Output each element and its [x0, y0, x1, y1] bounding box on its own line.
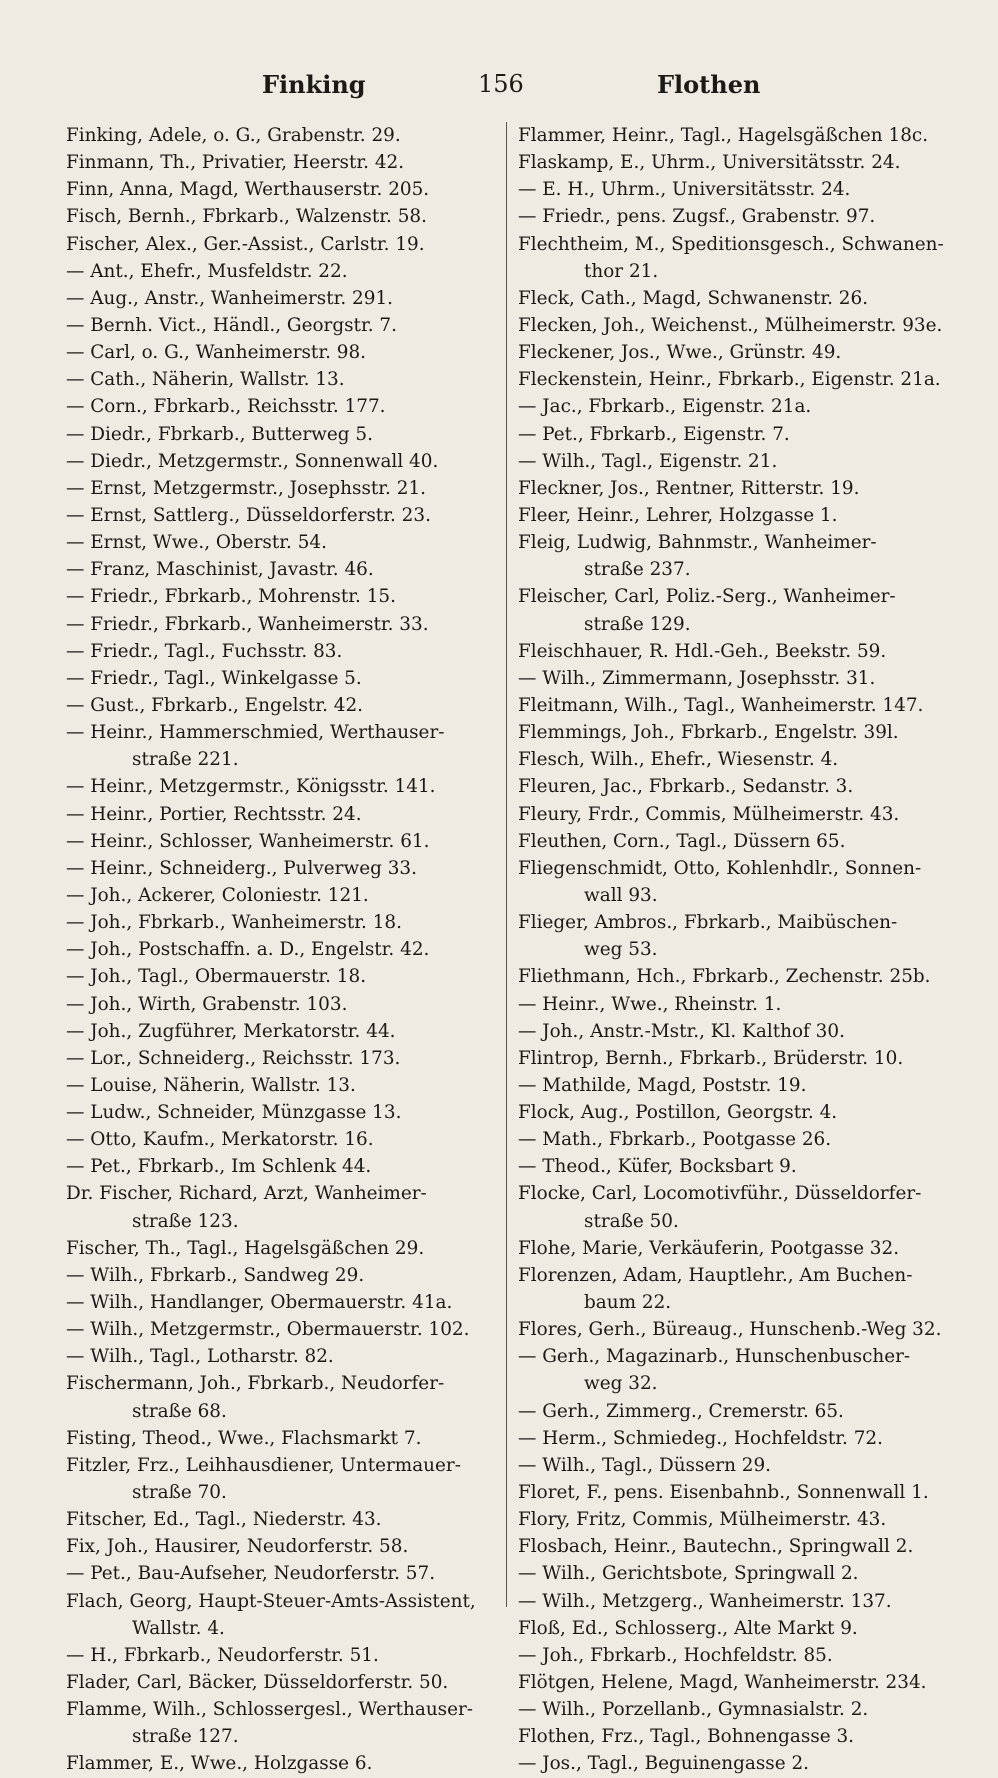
directory-entry: straße 221.	[132, 749, 239, 771]
directory-entry: — Joh., Fbrkarb., Wanheimerstr. 18.	[66, 912, 402, 934]
directory-entry: Fleitmann, Wilh., Tagl., Wanheimerstr. 147.	[518, 694, 924, 716]
directory-entry: — E. H., Uhrm., Universitätsstr. 24.	[518, 179, 851, 201]
directory-entry: weg 53.	[584, 939, 658, 961]
directory-entry: Floret, F., pens. Eisenbahnb., Sonnenwall 1.	[518, 1482, 929, 1504]
directory-entry: Fleig, Ludwig, Bahnmstr., Wanheimer-	[518, 532, 877, 554]
directory-entry: — Friedr., Fbrkarb., Wanheimerstr. 33.	[66, 613, 429, 635]
directory-entry: Fleckenstein, Heinr., Fbrkarb., Eigenstr. 21a.	[518, 369, 941, 391]
directory-entry: — Wilh., Metzgerg., Wanheimerstr. 137.	[518, 1590, 892, 1612]
directory-entry: — Heinr., Hammerschmied, Werthauser-	[66, 722, 445, 744]
directory-entry: Finn, Anna, Magd, Werthauserstr. 205.	[66, 179, 430, 201]
directory-entry: — Diedr., Fbrkarb., Butterweg 5.	[66, 423, 373, 445]
directory-entry: Fischer, Th., Tagl., Hagelsgäßchen 29.	[66, 1237, 425, 1259]
header-last-name: Flothen	[657, 70, 761, 99]
directory-entry: — Wilh., Metzgermstr., Obermauerstr. 102.	[66, 1319, 470, 1341]
directory-entry: Wallstr. 4.	[132, 1617, 225, 1639]
directory-entry: Flintrop, Bernh., Fbrkarb., Brüderstr. 10.	[518, 1047, 904, 1069]
directory-entry: weg 32.	[584, 1373, 658, 1395]
directory-entry: — Joh., Anstr.-Mstr., Kl. Kalthof 30.	[518, 1020, 845, 1042]
directory-entry: Floß, Ed., Schlosserg., Alte Markt 9.	[518, 1617, 858, 1639]
directory-entry: Flores, Gerh., Büreaug., Hunschenb.-Weg 32.	[518, 1319, 942, 1341]
directory-entry: Fleuthen, Corn., Tagl., Düssern 65.	[518, 830, 846, 852]
directory-entry: — Carl, o. G., Wanheimerstr. 98.	[66, 342, 367, 364]
directory-entry: — Bernh. Vict., Händl., Georgstr. 7.	[66, 314, 397, 336]
directory-entry: — Friedr., Fbrkarb., Mohrenstr. 15.	[66, 586, 396, 608]
directory-entry: — Jac., Fbrkarb., Eigenstr. 21a.	[518, 396, 812, 418]
directory-entry: — Friedr., pens. Zugsf., Grabenstr. 97.	[518, 206, 876, 228]
directory-entry: Flammer, Heinr., Tagl., Hagelsgäßchen 18c.	[518, 125, 929, 146]
directory-entry: Fleury, Frdr., Commis, Mülheimerstr. 43.	[518, 803, 900, 825]
directory-entry: Fitscher, Ed., Tagl., Niederstr. 43.	[66, 1509, 382, 1531]
directory-entry: Fleck, Cath., Magd, Schwanenstr. 26.	[518, 287, 869, 309]
page-number: 156	[478, 70, 524, 98]
directory-entry: — Heinr., Metzgermstr., Königsstr. 141.	[66, 776, 436, 798]
directory-entry: Finking, Adele, o. G., Grabenstr. 29.	[66, 125, 401, 146]
directory-entry: — H., Fbrkarb., Neudorferstr. 51.	[66, 1644, 379, 1666]
directory-entry: baum 22.	[584, 1292, 672, 1314]
directory-entry: Fleuren, Jac., Fbrkarb., Sedanstr. 3.	[518, 776, 854, 798]
directory-entry: — Heinr., Wwe., Rheinstr. 1.	[518, 993, 782, 1015]
directory-entry: Flach, Georg, Haupt-Steuer-Amts-Assistent,	[66, 1590, 476, 1612]
directory-entry: — Gust., Fbrkarb., Engelstr. 42.	[66, 694, 364, 716]
directory-entry: — Franz, Maschinist, Javastr. 46.	[66, 559, 374, 581]
directory-entry: — Wilh., Fbrkarb., Sandweg 29.	[66, 1264, 365, 1286]
directory-entry: — Wilh., Tagl., Düssern 29.	[518, 1454, 772, 1476]
column-divider	[506, 122, 507, 1607]
directory-entry: — Herm., Schmiedeg., Hochfeldstr. 72.	[518, 1427, 883, 1449]
directory-entry: straße 129.	[584, 613, 691, 635]
directory-entry: — Louise, Näherin, Wallstr. 13.	[66, 1074, 356, 1096]
directory-entry: Fleischer, Carl, Poliz.-Serg., Wanheimer-	[518, 586, 896, 608]
directory-entry: Flieger, Ambros., Fbrkarb., Maibüschen-	[518, 912, 898, 934]
directory-entry: — Diedr., Metzgermstr., Sonnenwall 40.	[66, 450, 439, 472]
directory-entry: — Pet., Fbrkarb., Eigenstr. 7.	[518, 423, 790, 445]
directory-entry: Flocke, Carl, Locomotivführ., Düsseldorfer-	[518, 1183, 922, 1205]
directory-entry: — Friedr., Tagl., Winkelgasse 5.	[66, 667, 362, 689]
directory-entry: Fleer, Heinr., Lehrer, Holzgasse 1.	[518, 504, 838, 526]
directory-entry: — Heinr., Schlosser, Wanheimerstr. 61.	[66, 830, 430, 852]
directory-entry: — Wilh., Porzellanb., Gymnasialstr. 2.	[518, 1699, 869, 1721]
directory-entry: Florenzen, Adam, Hauptlehr., Am Buchen-	[518, 1264, 913, 1286]
directory-entry: — Ernst, Metzgermstr., Josephsstr. 21.	[66, 477, 426, 499]
directory-entry: Dr. Fischer, Richard, Arzt, Wanheimer-	[66, 1183, 427, 1205]
directory-entry: Flötgen, Helene, Magd, Wanheimerstr. 234.	[518, 1672, 927, 1694]
directory-entry: Flohe, Marie, Verkäuferin, Pootgasse 32.	[518, 1237, 900, 1259]
directory-entry: — Gerh., Magazinarb., Hunschenbuscher-	[518, 1346, 911, 1368]
directory-entry: — Wilh., Tagl., Eigenstr. 21.	[518, 450, 778, 472]
directory-entry: Flory, Fritz, Commis, Mülheimerstr. 43.	[518, 1509, 887, 1531]
directory-entry: — Ernst, Sattlerg., Düsseldorferstr. 23.	[66, 504, 431, 526]
directory-entry: Flock, Aug., Postillon, Georgstr. 4.	[518, 1102, 838, 1124]
directory-entry: straße 50.	[584, 1210, 679, 1232]
directory-entry: — Ant., Ehefr., Musfeldstr. 22.	[66, 260, 348, 282]
directory-entry: straße 70.	[132, 1482, 227, 1504]
directory-entry: — Friedr., Tagl., Fuchsstr. 83.	[66, 640, 343, 662]
page-header	[0, 70, 998, 110]
directory-entry: Flesch, Wilh., Ehefr., Wiesenstr. 4.	[518, 749, 839, 771]
directory-entry: Fliegenschmidt, Otto, Kohlenhdlr., Sonnen-	[518, 857, 922, 879]
directory-entry: — Ernst, Wwe., Oberstr. 54.	[66, 532, 327, 554]
directory-entry: — Joh., Postschaffn. a. D., Engelstr. 42.	[66, 939, 430, 961]
directory-entry: Flechtheim, M., Speditionsgesch., Schwanen-	[518, 233, 944, 255]
header-first-name: Finking	[262, 70, 366, 99]
directory-entry: Fitzler, Frz., Leihhausdiener, Untermauer-	[66, 1454, 461, 1476]
directory-entry: Fischer, Alex., Ger.-Assist., Carlstr. 19.	[66, 233, 425, 255]
directory-entry: Flamme, Wilh., Schlossergesl., Werthauser-	[66, 1699, 473, 1721]
directory-entry: — Joh., Ackerer, Coloniestr. 121.	[66, 884, 369, 906]
directory-entry: — Heinr., Schneiderg., Pulverweg 33.	[66, 857, 417, 879]
directory-entry: — Wilh., Tagl., Lotharstr. 82.	[66, 1346, 334, 1368]
directory-entry: — Pet., Bau-Aufseher, Neudorferstr. 57.	[66, 1563, 436, 1585]
directory-entry: Flaskamp, E., Uhrm., Universitätsstr. 24.	[518, 152, 901, 174]
directory-entry: — Wilh., Gerichtsbote, Springwall 2.	[518, 1563, 859, 1585]
directory-entry: Flosbach, Heinr., Bautechn., Springwall 2.	[518, 1536, 914, 1558]
directory-entry: — Heinr., Portier, Rechtsstr. 24.	[66, 803, 362, 825]
directory-entry: Fix, Joh., Hausirer, Neudorferstr. 58.	[66, 1536, 409, 1558]
directory-entry: Fisch, Bernh., Fbrkarb., Walzenstr. 58.	[66, 206, 427, 228]
directory-entry: straße 68.	[132, 1400, 227, 1422]
directory-entry: — Ludw., Schneider, Münzgasse 13.	[66, 1102, 402, 1124]
directory-entry: — Mathilde, Magd, Poststr. 19.	[518, 1074, 807, 1096]
directory-entry: — Lor., Schneiderg., Reichsstr. 173.	[66, 1047, 401, 1069]
directory-entry: — Theod., Küfer, Bocksbart 9.	[518, 1156, 797, 1178]
directory-entry: straße 127.	[132, 1726, 239, 1748]
directory-entry: — Wilh., Handlanger, Obermauerstr. 41a.	[66, 1292, 453, 1314]
directory-entry: — Gerh., Zimmerg., Cremerstr. 65.	[518, 1400, 844, 1422]
directory-entry: Fliethmann, Hch., Fbrkarb., Zechenstr. 25b.	[518, 966, 931, 988]
right-column	[518, 122, 948, 1778]
directory-entry: Fleischhauer, R. Hdl.-Geh., Beekstr. 59.	[518, 640, 887, 662]
directory-entry: Flothen, Frz., Tagl., Bohnengasse 3.	[518, 1726, 855, 1748]
directory-entry: — Jos., Tagl., Beguinengasse 2.	[518, 1753, 810, 1775]
directory-entry: Flammer, E., Wwe., Holzgasse 6.	[66, 1753, 373, 1775]
directory-entry: — Joh., Tagl., Obermauerstr. 18.	[66, 966, 367, 988]
directory-entry: Finmann, Th., Privatier, Heerstr. 42.	[66, 152, 405, 174]
directory-entry: Fischermann, Joh., Fbrkarb., Neudorfer-	[66, 1373, 445, 1395]
directory-entry: — Joh., Fbrkarb., Hochfeldstr. 85.	[518, 1644, 833, 1666]
directory-entry: — Corn., Fbrkarb., Reichsstr. 177.	[66, 396, 386, 418]
directory-entry: Flemmings, Joh., Fbrkarb., Engelstr. 39l.	[518, 722, 899, 744]
directory-entry: — Otto, Kaufm., Merkatorstr. 16.	[66, 1129, 374, 1151]
directory-entry: Flader, Carl, Bäcker, Düsseldorferstr. 50.	[66, 1672, 449, 1694]
directory-entry: straße 237.	[584, 559, 691, 581]
directory-entry: thor 21.	[584, 260, 659, 282]
directory-entry: — Joh., Wirth, Grabenstr. 103.	[66, 993, 348, 1015]
directory-entry: — Aug., Anstr., Wanheimerstr. 291.	[66, 287, 394, 309]
directory-entry: — Wilh., Zimmermann, Josephsstr. 31.	[518, 667, 876, 689]
directory-entry: Fleckner, Jos., Rentner, Ritterstr. 19.	[518, 477, 860, 499]
directory-entry: Fisting, Theod., Wwe., Flachsmarkt 7.	[66, 1427, 422, 1449]
directory-entry: Fleckener, Jos., Wwe., Grünstr. 49.	[518, 342, 842, 364]
directory-entry: — Pet., Fbrkarb., Im Schlenk 44.	[66, 1156, 372, 1178]
directory-entry: Flecken, Joh., Weichenst., Mülheimerstr. 93e.	[518, 314, 943, 336]
directory-entry: straße 123.	[132, 1210, 239, 1232]
directory-entry: — Cath., Näherin, Wallstr. 13.	[66, 369, 345, 391]
directory-entry: wall 93.	[584, 884, 658, 906]
directory-entry: — Joh., Zugführer, Merkatorstr. 44.	[66, 1020, 396, 1042]
left-column	[66, 122, 498, 1778]
directory-entry: — Math., Fbrkarb., Pootgasse 26.	[518, 1129, 832, 1151]
